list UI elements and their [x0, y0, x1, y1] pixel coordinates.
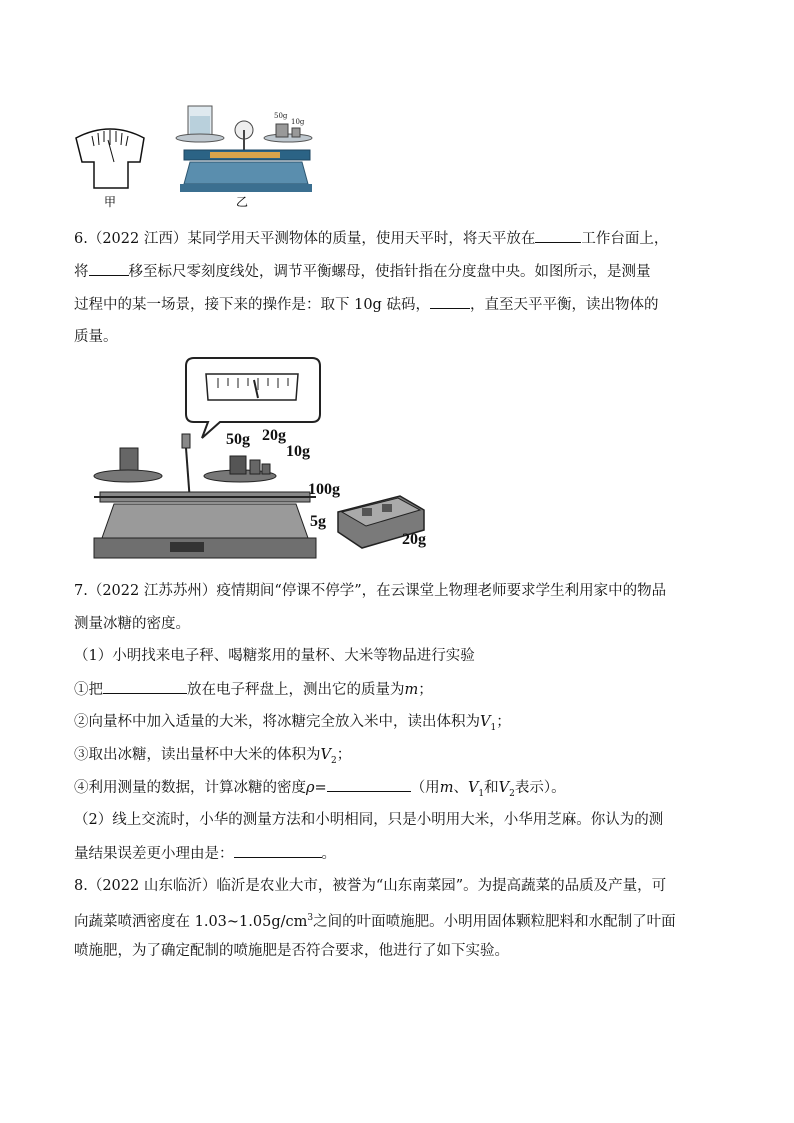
q6-line-4: 质量。	[74, 329, 118, 345]
q7-step-3: ③取出冰糖，读出量杯中大米的体积为$V_2$；	[74, 747, 352, 766]
weight-50g: 50g	[226, 431, 250, 448]
q6-blank-2[interactable]	[89, 261, 129, 276]
q7-line-3: （1）小明找来电子秤、喝糖浆用的量杯、大米等物品进行实验	[74, 648, 475, 664]
figure-2-balance-photo	[90, 352, 470, 574]
label-yi: 乙	[236, 195, 249, 209]
weight-50g-label: 50g	[274, 112, 288, 120]
q7-line-9: 量结果误差更小理由是： 。	[74, 843, 336, 864]
weight-20g: 20g	[262, 427, 286, 444]
q6-blank-1[interactable]	[535, 228, 581, 243]
box-100g: 100g	[308, 481, 340, 498]
q7-step-2: ②向量杯中加入适量的大米，将冰糖完全放入米中，读出体积为$V_1$；	[74, 714, 511, 733]
q6-line-3: 过程中的某一场景，接下来的操作是：取下 10g 砝码， ，直至天平平衡，读出物体的	[74, 294, 658, 315]
balance-illustration-1	[170, 100, 330, 210]
q6-blank-3[interactable]	[430, 294, 470, 309]
label-jia: 甲	[104, 195, 117, 209]
q7-line-2: 测量冰糖的密度。	[74, 616, 190, 632]
box-20g: 20g	[402, 531, 426, 548]
weight-10g: 10g	[286, 443, 310, 460]
q7-step-1: ①把 放在电子秤盘上，测出它的质量为m；	[74, 679, 433, 700]
weight-10g-label: 10g	[291, 118, 305, 126]
q7-step-4: ④利用测量的数据，计算冰糖的密度ρ= （用m、$V_1$和$V_2$表示）。	[74, 777, 566, 804]
q6-line-1: 6.（2022 江西）某同学用天平测物体的质量，使用天平时，将天平放在 工作台面上，	[74, 228, 668, 249]
dial-illustration	[70, 100, 160, 210]
q7-line-8: （2）线上交流时，小华的测量方法和小明相同，只是小明用大米，小华用芝麻。你认为的测	[74, 812, 664, 828]
figure-1	[70, 100, 330, 210]
q8-line-3: 喷施肥，为了确定配制的喷施肥是否符合要求，他进行了如下实验。	[74, 943, 509, 959]
q8-line-2: 向蔬菜喷洒密度在 $1.03\sim 1.05g/cm^3$之间的叶面喷施肥。小明用固体颗粒肥料和水配制了叶面	[74, 913, 676, 930]
q7-line-1: 7.（2022 江苏苏州）疫情期间“停课不停学”，在云课堂上物理老师要求学生利用家中的物品	[74, 583, 667, 599]
q7-blank-1[interactable]	[103, 679, 187, 694]
q7-blank-3[interactable]	[234, 843, 322, 858]
q7-blank-2[interactable]	[327, 777, 411, 792]
box-5g: 5g	[310, 513, 326, 530]
q8-line-1: 8.（2022 山东临沂）临沂是农业大市，被誉为“山东南菜园”。为提高蔬菜的品质及产量，可	[74, 878, 667, 894]
q6-line-2: 将 移至标尺零刻度线处，调节平衡螺母，使指针指在分度盘中央。如图所示，是测量	[74, 261, 651, 282]
